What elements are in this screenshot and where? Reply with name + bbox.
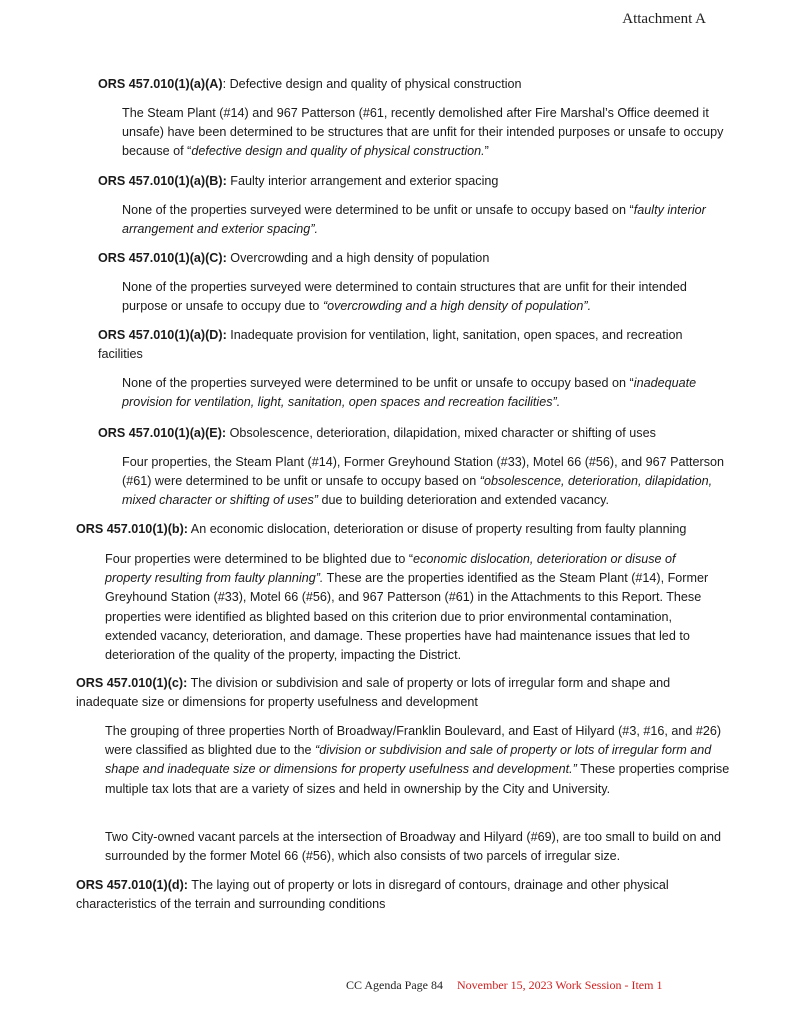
heading-title: Obsolescence, deterioration, dilapidation, mixed character or shifting of uses (226, 426, 656, 440)
heading-title: : Defective design and quality of physical construction (222, 77, 522, 91)
body-text: Two City-owned vacant parcels at the intersection of Broadway and Hilyard (#69), are too small to build on and surrounded by the former Motel 66 (#56), which also consists of two parcels of irregular size. (105, 830, 722, 864)
body-italic: faulty interior arrangement and exterior spacing”. (122, 203, 706, 237)
body-c (105, 722, 730, 799)
body-text-end: These properties comprise multiple tax lots that are a variety of sizes and held in ownership by the City and University. (105, 762, 730, 796)
heading-title: The laying out of property or lots in disregard of contours, drainage and other physical characteristics of the terrain and surrounding conditions (76, 878, 669, 912)
body-text-end: ” (484, 144, 489, 159)
body-b (105, 550, 725, 665)
heading-label: ORS 457.010(1)(a)(E): (98, 426, 227, 440)
body-italic: “division or subdivision and sale of property or lots of irregular form and shape and inadequate size or dimensions for property usefulness and development.” (105, 743, 712, 777)
heading-a-B (98, 172, 718, 191)
heading-label: ORS 457.010(1)(c): (76, 676, 188, 690)
body-italic: “obsolescence, deterioration, dilapidation, mixed character or shifting of uses” (122, 474, 713, 508)
heading-label: ORS 457.010(1)(a)(D): (98, 328, 227, 342)
attachment-label: Attachment A (622, 11, 706, 27)
body-text: Four properties were determined to be blighted due to “ (105, 552, 414, 566)
body-a-C (122, 278, 734, 316)
heading-d (76, 876, 706, 914)
body-text: The grouping of three properties North of Broadway/Franklin Boulevard, and East of Hilyard (#3, #16, and #26) were classified as blighted due to the (105, 724, 722, 758)
heading-label: ORS 457.010(1)(a)(C): (98, 251, 227, 265)
heading-label: ORS 457.010(1)(d): (76, 878, 188, 892)
heading-title: Faulty interior arrangement and exterior spacing (226, 174, 499, 188)
heading-label: ORS 457.010(1)(a)(A) (98, 77, 223, 91)
page-number: CC Agenda Page 84 (346, 978, 443, 992)
body-italic: economic dislocation, deterioration or disuse of property resulting from faulty planning”. (105, 552, 676, 586)
body-italic: defective design and quality of physical construction. (191, 144, 485, 159)
heading-a-D (98, 326, 718, 364)
body-text: Four properties, the Steam Plant (#14), Former Greyhound Station (#33), Motel 66 (#56), and 967 Patterson (#61) were determined to be unfit or unsafe to occupy based on (122, 455, 725, 489)
heading-a-E (98, 424, 728, 443)
body-text: None of the properties surveyed were determined to be unfit or unsafe to occupy based on “ (122, 376, 634, 390)
heading-c (76, 674, 716, 712)
body-text-end: due to building deterioration and extended vacancy. (317, 493, 610, 508)
body-c-2 (105, 828, 730, 866)
body-text-end: These are the properties identified as the Steam Plant (#14), Former Greyhound Station (#33), Motel 66 (#56), and 967 Patterson (#61) in the Attachments to this Report. These properties were identified as blighted based on this criterion due to prior environmental contamination, extended vacancy, deterioration, and damage. These properties have had maintenance issues that led to deterioration of the quality of the property, impacting the District. (105, 571, 709, 663)
body-text: The Steam Plant (#14) and 967 Patterson (#61, recently demolished after Fire Marshal’s Office deemed it unsafe) have been determined to be structures that are unfit for their intended purposes or unsafe to occupy because of “ (122, 106, 724, 159)
heading-a-A (98, 75, 718, 94)
heading-label: ORS 457.010(1)(b): (76, 522, 188, 536)
page-footer (346, 978, 662, 993)
body-text: None of the properties surveyed were determined to be unfit or unsafe to occupy based on “ (122, 203, 634, 217)
body-italic: inadequate provision for ventilation, light, sanitation, open spaces and recreation facilities”. (122, 376, 697, 410)
body-a-A (122, 104, 734, 162)
body-italic: “overcrowding and a high density of population”. (322, 299, 592, 314)
body-a-B (122, 201, 722, 239)
heading-title: An economic dislocation, deterioration or disuse of property resulting from faulty planning (187, 522, 687, 536)
work-session-label: November 15, 2023 Work Session - Item 1 (457, 978, 663, 992)
body-a-E (122, 453, 734, 511)
heading-b (76, 520, 736, 539)
heading-title: The division or subdivision and sale of property or lots of irregular form and shape and inadequate size or dimensions for property usefulness and development (76, 676, 671, 710)
heading-title: Inadequate provision for ventilation, light, sanitation, open spaces, and recreation facilities (98, 328, 683, 362)
heading-label: ORS 457.010(1)(a)(B): (98, 174, 227, 188)
heading-title: Overcrowding and a high density of population (226, 251, 490, 265)
body-a-D (122, 374, 734, 412)
heading-a-C (98, 249, 718, 268)
body-text: None of the properties surveyed were determined to contain structures that are unfit for their intended purpose or unsafe to occupy due to (122, 280, 687, 314)
